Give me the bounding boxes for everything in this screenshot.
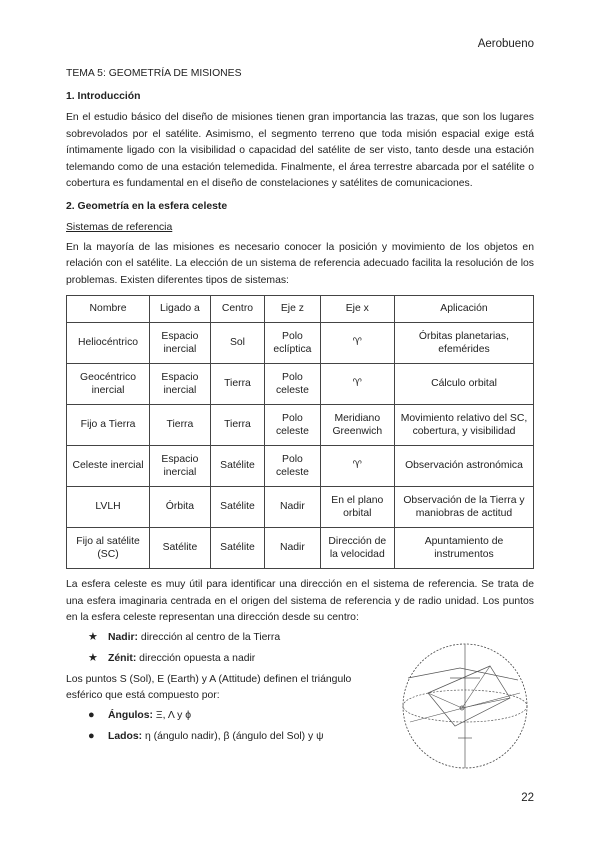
table-row [67, 446, 534, 487]
section-2-paragraph: En la mayoría de las misiones es necesario conocer la posición y movimiento de los objetos en relación con el satélite. La elección de un sistema de referencia adecuado facilita la resolución de los problemas. Existen diferentes tipos de sistemas: [66, 241, 534, 286]
table-cell: Meridiano Greenwich [320, 405, 394, 446]
section-2-subheading: Sistemas de referencia [66, 222, 173, 233]
table-cell: Satélite [210, 446, 264, 487]
table-header-cell: Ligado a [150, 296, 211, 323]
list-item-term: Zénit: [108, 653, 137, 664]
table-cell: Nadir [265, 487, 320, 528]
section-3-paragraph: La esfera celeste es muy útil para identificar una dirección en el sistema de referencia. Se trata de una esfera imaginaria centrada en el origen del sistema de referencia y de radio unidad. Los puntos en la esfera celeste representan una dirección desde su centro: [66, 579, 534, 623]
table-cell: Satélite [210, 528, 264, 569]
table-cell: Tierra [210, 405, 264, 446]
table-cell: En el plano orbital [320, 487, 394, 528]
aries-symbol-cell: ♈ [320, 364, 394, 405]
celestial-sphere-diagram [400, 638, 530, 773]
page-number: 22 [521, 792, 534, 804]
topic-title: TEMA 5: GEOMETRÍA DE MISIONES [66, 68, 242, 79]
table-header-row [67, 296, 534, 323]
table-cell: Fijo al satélite (SC) [67, 528, 150, 569]
table-cell: Polo eclíptica [265, 323, 320, 364]
section-2-heading: 2. Geometría en la esfera celeste [66, 200, 228, 212]
table-cell: Satélite [210, 487, 264, 528]
table-header-cell: Centro [210, 296, 264, 323]
table-cell: Fijo a Tierra [67, 405, 150, 446]
table-cell: Espacio inercial [150, 323, 211, 364]
table-cell: Espacio inercial [150, 364, 211, 405]
dot-bullet-icon: ● [88, 730, 95, 742]
list-item-text: Ξ, Λ y ϕ [153, 709, 192, 721]
table-row [67, 364, 534, 405]
table-cell: Observación astronómica [394, 446, 533, 487]
table-row [67, 487, 534, 528]
table-cell: Polo celeste [265, 364, 320, 405]
table-header-cell: Nombre [67, 296, 150, 323]
list-item-text: η (ángulo nadir), β (ángulo del Sol) y ψ [142, 731, 324, 742]
header-brand: Aerobueno [477, 38, 534, 50]
table-cell: Espacio inercial [150, 446, 211, 487]
table-row [67, 323, 534, 364]
section-1-paragraph: En el estudio básico del diseño de misiones tienen gran importancia las trazas, que son los lugares sobrevolados por el satélite. Asimismo, el segmento terreno que toda misión espacial exige está íntimamente ligado con la visibilidad o capacidad del satélite de ser visto, tanto desde una estación telemando como de una estación telemedida. Finalmente, el área terrestre abarcada por el satélite o cobertura es fundamental en el diseño de constelaciones y satélites de comunicaciones. [66, 112, 534, 189]
table-cell: Nadir [265, 528, 320, 569]
list-item-term: Lados: [108, 731, 143, 742]
table-cell: Apuntamiento de instrumentos [394, 528, 533, 569]
list-item-text: dirección opuesta a nadir [136, 653, 256, 664]
table-cell: Tierra [210, 364, 264, 405]
table-cell: Tierra [150, 405, 211, 446]
section-1-heading: 1. Introducción [66, 90, 141, 102]
table-cell: Órbita [150, 487, 211, 528]
table-cell: Órbitas planetarias, efemérides [394, 323, 533, 364]
table-cell: Movimiento relativo del SC, cobertura, y visibilidad [394, 405, 533, 446]
list-item-term: Nadir: [108, 631, 139, 643]
table-cell: Cálculo orbital [394, 364, 533, 405]
aries-symbol-cell: ♈ [320, 323, 394, 364]
table-header-cell: Eje x [320, 296, 394, 323]
table-cell: Geocéntrico inercial [67, 364, 150, 405]
list-item-text: dirección al centro de la Tierra [138, 631, 281, 643]
points-paragraph: Los puntos S (Sol), E (Earth) y A (Attitude) definen el triángulo esférico que está compuesto por: [66, 673, 352, 701]
table-cell: Satélite [150, 528, 211, 569]
table-cell: LVLH [67, 487, 150, 528]
table-cell: Polo celeste [265, 405, 320, 446]
star-bullet-icon: ★ [88, 630, 98, 643]
dot-bullet-icon: ● [88, 708, 95, 721]
table-cell: Dirección de la velocidad [320, 528, 394, 569]
table-cell: Observación de la Tierra y maniobras de actitud [394, 487, 533, 528]
list-item-term: Ángulos: [108, 709, 154, 721]
table-header-cell: Aplicación [394, 296, 533, 323]
table-cell: Polo celeste [265, 446, 320, 487]
table-cell: Celeste inercial [67, 446, 150, 487]
table-row [67, 405, 534, 446]
table-cell: Sol [210, 323, 264, 364]
aries-symbol-cell: ♈ [320, 446, 394, 487]
reference-systems-table [66, 295, 534, 569]
star-bullet-icon: ★ [88, 652, 98, 664]
table-row [67, 528, 534, 569]
table-cell: Heliocéntrico [67, 323, 150, 364]
table-header-cell: Eje z [265, 296, 320, 323]
